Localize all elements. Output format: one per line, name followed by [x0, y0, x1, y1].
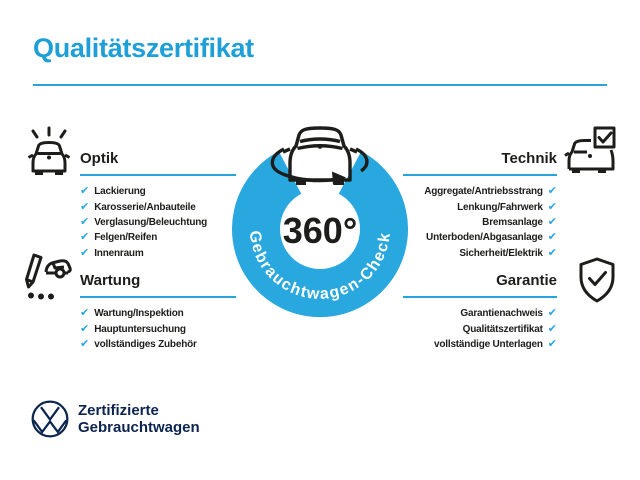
- list-item: Lenkung/Fahrwerk ✔: [457, 200, 557, 213]
- section-technik: [403, 150, 557, 261]
- check-icon: ✔: [547, 200, 557, 213]
- footer-claim: [78, 402, 200, 436]
- check-icon: ✔: [547, 246, 557, 259]
- check-icon: ✔: [547, 307, 557, 320]
- check-icon: ✔: [547, 337, 557, 350]
- footer-claim-line2: Gebrauchtwagen: [78, 419, 200, 436]
- section-wartung: [80, 272, 236, 352]
- list-item: Unterboden/Abgasanlage ✔: [426, 231, 557, 244]
- list-item: Qualitätszertifikat ✔: [462, 322, 557, 335]
- title-divider: [33, 84, 607, 86]
- check-icon: ✔: [80, 307, 90, 320]
- list-item: ✔ Hauptuntersuchung: [80, 322, 186, 335]
- list-item: Sicherheit/Elektrik ✔: [459, 246, 557, 259]
- check-icon: ✔: [80, 322, 90, 335]
- list-item: ✔ Wartung/Inspektion: [80, 307, 184, 320]
- check-icon: ✔: [80, 215, 90, 228]
- list-item: ✔ Innenraum: [80, 246, 144, 259]
- check-icon: ✔: [80, 200, 90, 213]
- vw-logo: [30, 399, 70, 439]
- list-item: Garantienachweis ✔: [460, 307, 557, 320]
- check-icon: ✔: [80, 246, 90, 259]
- section-wartung-title: Wartung: [80, 272, 236, 298]
- check-icon: ✔: [547, 231, 557, 244]
- check-icon: ✔: [80, 231, 90, 244]
- car-checkbox-icon: [564, 126, 618, 176]
- badge-degree-label: 360°: [282, 210, 358, 251]
- list-item: ✔ Verglasung/Beleuchtung: [80, 215, 208, 228]
- check-icon: ✔: [547, 322, 557, 335]
- list-item: ✔ vollständiges Zubehör: [80, 337, 197, 350]
- section-technik-title: Technik: [403, 150, 557, 176]
- car-shine-icon: [24, 126, 74, 178]
- list-item: ✔ Lackierung: [80, 185, 146, 198]
- 360-check-badge: [218, 118, 422, 322]
- list-item: Bremsanlage ✔: [482, 215, 557, 228]
- service-checklist-icon: [22, 252, 74, 304]
- list-item: ✔ Karosserie/Anbauteile: [80, 200, 196, 213]
- shield-check-icon: [574, 256, 620, 306]
- section-optik: [80, 150, 236, 261]
- check-icon: ✔: [80, 337, 90, 350]
- list-item: ✔ Felgen/Reifen: [80, 231, 158, 244]
- list-item: vollständige Unterlagen ✔: [434, 337, 557, 350]
- page-title: Qualitätszertifikat: [33, 33, 254, 63]
- badge-ring-label: Gebrauchtwagen-Check: [245, 229, 395, 304]
- section-garantie-title: Garantie: [403, 272, 557, 298]
- check-icon: ✔: [547, 185, 557, 198]
- footer-claim-line1: Zertifizierte: [78, 402, 159, 419]
- section-optik-title: Optik: [80, 150, 236, 176]
- check-icon: ✔: [80, 185, 90, 198]
- section-garantie: [403, 272, 557, 352]
- check-icon: ✔: [547, 215, 557, 228]
- list-item: Aggregate/Antriebsstrang ✔: [424, 185, 557, 198]
